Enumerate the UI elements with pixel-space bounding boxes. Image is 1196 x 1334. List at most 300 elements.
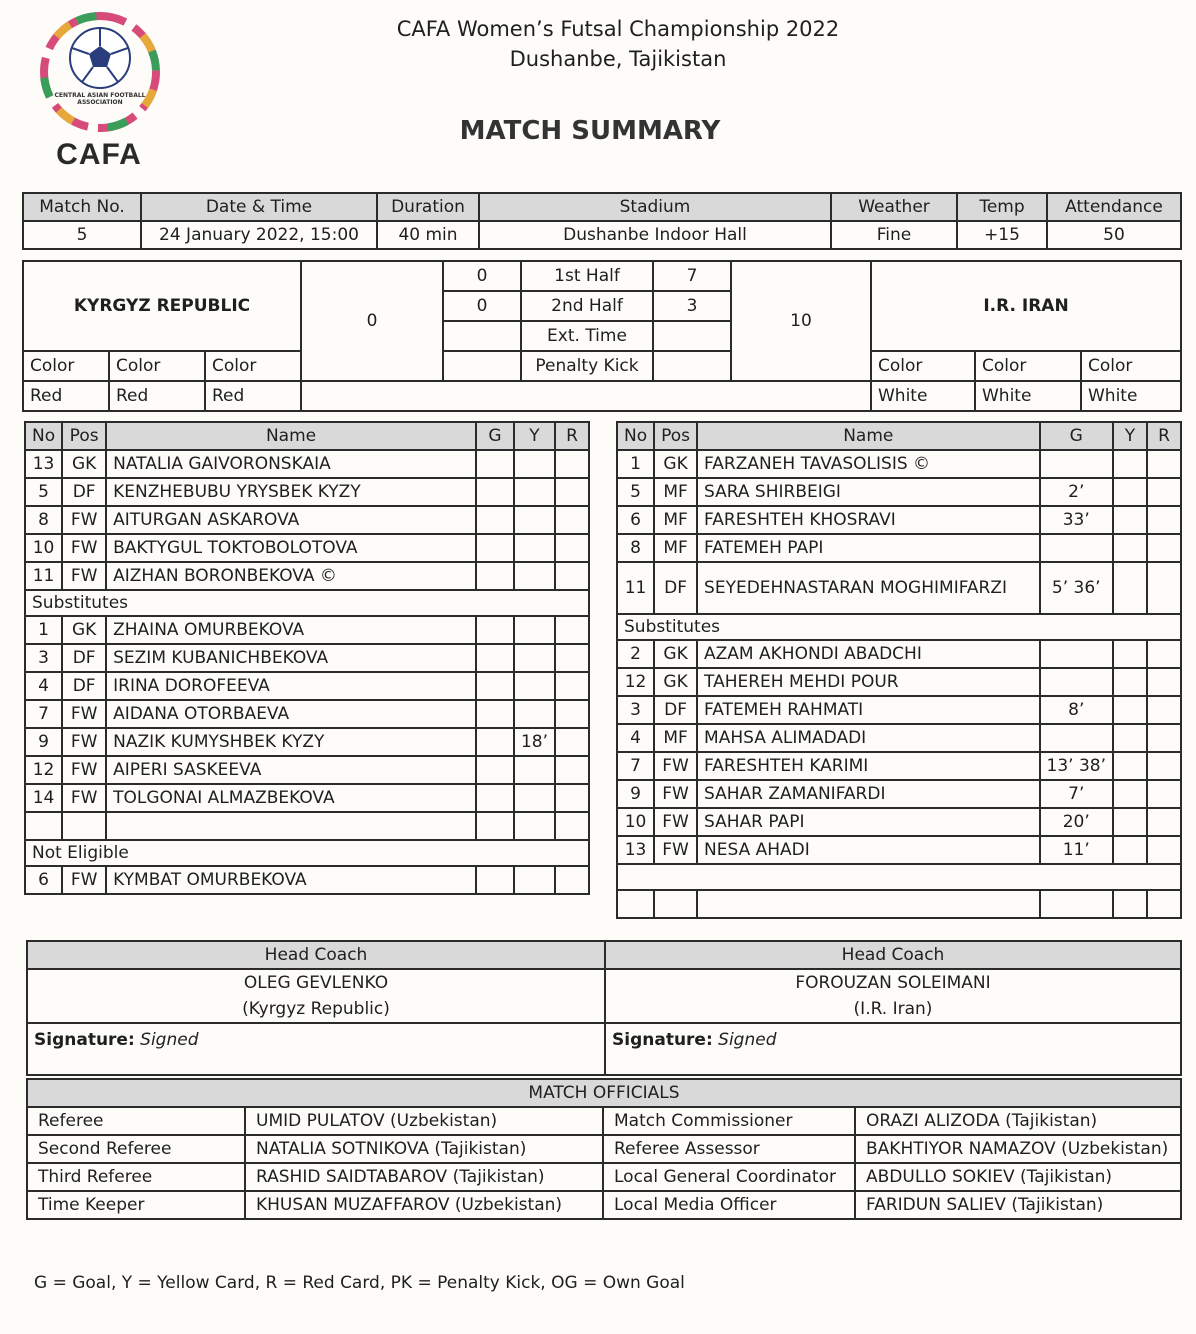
official-role: Referee: [27, 1107, 245, 1135]
official-name: BAKHTIYOR NAMAZOV (Uzbekistan): [855, 1135, 1181, 1163]
player-goals: [476, 756, 514, 784]
player-position: GK: [654, 668, 697, 696]
period-1-away: 7: [653, 261, 731, 291]
player-position: FW: [62, 562, 106, 590]
player-name: AIPERI SASKEEVA: [106, 756, 476, 784]
not-eligible-label-row: [25, 840, 589, 866]
player-row: [25, 728, 589, 756]
player-row: [25, 616, 589, 644]
home-signature-label: Signature:: [34, 1030, 135, 1050]
substitutes-label-row: [25, 590, 589, 616]
player-name: SARA SHIRBEIGI: [697, 478, 1039, 506]
player-number: 7: [617, 752, 654, 780]
player-position: FW: [62, 866, 106, 894]
player-red-card: [555, 812, 589, 840]
player-goals: [1040, 534, 1113, 562]
player-position: MF: [654, 506, 697, 534]
player-red-card: [1147, 780, 1181, 808]
official-name: FARIDUN SALIEV (Tajikistan): [855, 1191, 1181, 1219]
player-number: 11: [25, 562, 62, 590]
official-name: NATALIA SOTNIKOVA (Tajikistan): [245, 1135, 603, 1163]
score-row-4: [23, 351, 1181, 381]
date-time-value: 24 January 2022, 15:00: [141, 221, 377, 249]
score-row-5: [23, 381, 1181, 411]
player-red-card: [555, 866, 589, 894]
away-coach-cell: [605, 969, 1181, 1023]
player-goals: [476, 784, 514, 812]
player-yellow-card: [1113, 780, 1147, 808]
home-coach-country: (Kyrgyz Republic): [242, 999, 390, 1019]
player-position: MF: [654, 534, 697, 562]
away-color-1: White: [871, 381, 975, 411]
player-goals: 33’: [1040, 506, 1113, 534]
away-signature-label: Signature:: [612, 1030, 713, 1050]
player-position: FW: [62, 534, 106, 562]
player-name: FARESHTEH KARIMI: [697, 752, 1039, 780]
player-red-card: [555, 534, 589, 562]
period-1-home: 0: [443, 261, 521, 291]
player-position: MF: [654, 478, 697, 506]
player-goals: [476, 450, 514, 478]
player-yellow-card: [514, 562, 555, 590]
player-goals: [1040, 668, 1113, 696]
player-position: DF: [654, 562, 697, 614]
player-yellow-card: [514, 478, 555, 506]
away-total-score: 10: [731, 261, 871, 381]
header-match-no: Match No.: [23, 193, 141, 221]
player-red-card: [1147, 724, 1181, 752]
official-role: Third Referee: [27, 1163, 245, 1191]
attendance-value: 50: [1047, 221, 1181, 249]
header-red: R: [555, 422, 589, 450]
score-blank-cell: [301, 381, 871, 411]
player-name: SEYEDEHNASTARAN MOGHIMIFARZI: [697, 562, 1039, 614]
player-red-card: [1147, 506, 1181, 534]
player-row: [617, 668, 1181, 696]
player-goals: 5’ 36’: [1040, 562, 1113, 614]
player-name: AIDANA OTORBAEVA: [106, 700, 476, 728]
player-goals: [476, 534, 514, 562]
header-red: R: [1147, 422, 1181, 450]
player-position: FW: [62, 700, 106, 728]
player-name: NAZIK KUMYSHBEK KYZY: [106, 728, 476, 756]
home-color-label-3: Color: [205, 351, 301, 381]
player-yellow-card: [1113, 450, 1147, 478]
away-coach-header: Head Coach: [605, 941, 1181, 969]
player-row: [617, 562, 1181, 614]
blank-row: [617, 864, 1181, 890]
player-row: [25, 644, 589, 672]
player-name: KENZHEBUBU YRYSBEK KYZY: [106, 478, 476, 506]
player-name: SAHAR PAPI: [697, 808, 1039, 836]
header-name: Name: [106, 422, 476, 450]
match-no-value: 5: [23, 221, 141, 249]
player-goals: [476, 506, 514, 534]
player-number: 14: [25, 784, 62, 812]
away-signature-value: Signed: [718, 1030, 777, 1050]
player-number: 3: [617, 696, 654, 724]
official-row: [27, 1163, 1181, 1191]
player-number: 12: [25, 756, 62, 784]
player-yellow-card: [1113, 808, 1147, 836]
player-position: FW: [62, 506, 106, 534]
official-row: [27, 1107, 1181, 1135]
official-name: ABDULLO SOKIEV (Tajikistan): [855, 1163, 1181, 1191]
official-role: Match Commissioner: [603, 1107, 855, 1135]
period-3-home: [443, 321, 521, 351]
header-no: No: [617, 422, 654, 450]
player-position: GK: [62, 450, 106, 478]
header-yellow: Y: [514, 422, 555, 450]
player-position: FW: [62, 756, 106, 784]
official-role: Referee Assessor: [603, 1135, 855, 1163]
player-name: KYMBAT OMURBEKOVA: [106, 866, 476, 894]
officials-title: MATCH OFFICIALS: [27, 1079, 1181, 1107]
player-goals: 8’: [1040, 696, 1113, 724]
player-yellow-card: [1113, 668, 1147, 696]
signature-row: [27, 1023, 1181, 1075]
player-name: ZHAINA OMURBEKOVA: [106, 616, 476, 644]
player-number: 1: [617, 450, 654, 478]
player-row: [617, 506, 1181, 534]
player-row: [25, 672, 589, 700]
player-number: 3: [25, 644, 62, 672]
away-roster-table: [616, 421, 1182, 919]
player-position: DF: [62, 478, 106, 506]
player-yellow-card: [1113, 890, 1147, 918]
player-red-card: [1147, 808, 1181, 836]
player-name: [106, 812, 476, 840]
player-yellow-card: [1113, 724, 1147, 752]
player-row: [617, 780, 1181, 808]
official-row: [27, 1135, 1181, 1163]
player-goals: [1040, 640, 1113, 668]
player-red-card: [1147, 836, 1181, 864]
header-goals: G: [476, 422, 514, 450]
player-yellow-card: [1113, 478, 1147, 506]
player-goals: [1040, 890, 1113, 918]
official-name: UMID PULATOV (Uzbekistan): [245, 1107, 603, 1135]
player-name: FATEMEH RAHMATI: [697, 696, 1039, 724]
player-row: [617, 640, 1181, 668]
player-yellow-card: [514, 700, 555, 728]
player-goals: [1040, 724, 1113, 752]
player-red-card: [555, 562, 589, 590]
player-name: AZAM AKHONDI ABADCHI: [697, 640, 1039, 668]
player-number: 5: [25, 478, 62, 506]
player-row: [25, 478, 589, 506]
logo-wordmark: CAFA: [56, 138, 142, 171]
away-color-label-3: Color: [1081, 351, 1181, 381]
player-row: [617, 478, 1181, 506]
player-row: [617, 836, 1181, 864]
player-number: 9: [25, 728, 62, 756]
home-color-label-1: Color: [23, 351, 109, 381]
player-number: 7: [25, 700, 62, 728]
player-number: 6: [617, 506, 654, 534]
official-row: [27, 1191, 1181, 1219]
player-row: [617, 890, 1181, 918]
page-title: MATCH SUMMARY: [459, 116, 721, 146]
player-goals: [476, 478, 514, 506]
header-pos: Pos: [654, 422, 697, 450]
player-goals: [476, 562, 514, 590]
player-row: [25, 562, 589, 590]
player-number: 8: [25, 506, 62, 534]
football-icon: [36, 10, 166, 140]
player-number: 5: [617, 478, 654, 506]
player-position: DF: [62, 644, 106, 672]
period-2-away: 3: [653, 291, 731, 321]
player-number: 10: [25, 534, 62, 562]
official-name: KHUSAN MUZAFFAROV (Uzbekistan): [245, 1191, 603, 1219]
home-color-2: Red: [109, 381, 205, 411]
score-row-1: [23, 261, 1181, 291]
head-coach-table: [26, 940, 1182, 1076]
player-name: AIZHAN BORONBEKOVA ©: [106, 562, 476, 590]
player-number: 1: [25, 616, 62, 644]
home-color-1: Red: [23, 381, 109, 411]
home-signature: [27, 1023, 605, 1075]
player-row: [25, 756, 589, 784]
player-number: 13: [617, 836, 654, 864]
player-row: [25, 784, 589, 812]
player-name: FARESHTEH KHOSRAVI: [697, 506, 1039, 534]
header-goals: G: [1040, 422, 1113, 450]
player-position: DF: [62, 672, 106, 700]
home-roster-table: [24, 421, 590, 895]
player-position: FW: [654, 780, 697, 808]
player-red-card: [555, 756, 589, 784]
player-position: FW: [654, 836, 697, 864]
coach-name-row: [27, 969, 1181, 1023]
player-position: FW: [654, 752, 697, 780]
official-role: Local General Coordinator: [603, 1163, 855, 1191]
player-yellow-card: [514, 506, 555, 534]
player-yellow-card: [1113, 752, 1147, 780]
official-name: RASHID SAIDTABAROV (Tajikistan): [245, 1163, 603, 1191]
substitutes-label: Substitutes: [617, 614, 1181, 640]
match-info-header-row: [23, 193, 1181, 221]
stadium-value: Dushanbe Indoor Hall: [479, 221, 831, 249]
home-color-3: Red: [205, 381, 301, 411]
player-yellow-card: [514, 644, 555, 672]
title-line-2: Dushanbe, Tajikistan: [509, 47, 727, 71]
player-name: TOLGONAI ALMAZBEKOVA: [106, 784, 476, 812]
header-attendance: Attendance: [1047, 193, 1181, 221]
player-row: [617, 450, 1181, 478]
player-yellow-card: [1113, 696, 1147, 724]
player-red-card: [555, 728, 589, 756]
score-table: [22, 260, 1182, 412]
player-name: IRINA DOROFEEVA: [106, 672, 476, 700]
period-3-label: Ext. Time: [521, 321, 653, 351]
player-goals: [476, 616, 514, 644]
player-row: [25, 866, 589, 894]
period-2-label: 2nd Half: [521, 291, 653, 321]
home-coach-cell: [27, 969, 605, 1023]
header-no: No: [25, 422, 62, 450]
player-row: [25, 700, 589, 728]
header-duration: Duration: [377, 193, 479, 221]
not-eligible-label: Not Eligible: [25, 840, 589, 866]
header-stadium: Stadium: [479, 193, 831, 221]
player-red-card: [555, 672, 589, 700]
player-number: [617, 890, 654, 918]
player-goals: [1040, 450, 1113, 478]
temp-value: +15: [957, 221, 1047, 249]
duration-value: 40 min: [377, 221, 479, 249]
championship-title: [300, 14, 936, 74]
player-goals: [476, 644, 514, 672]
player-goals: 11’: [1040, 836, 1113, 864]
player-name: NATALIA GAIVORONSKAIA: [106, 450, 476, 478]
home-team-name: KYRGYZ REPUBLIC: [23, 261, 301, 351]
player-number: 12: [617, 668, 654, 696]
player-red-card: [1147, 640, 1181, 668]
player-number: 4: [25, 672, 62, 700]
player-name: NESA AHADI: [697, 836, 1039, 864]
player-row: [25, 506, 589, 534]
match-info-value-row: [23, 221, 1181, 249]
header-pos: Pos: [62, 422, 106, 450]
player-yellow-card: [1113, 506, 1147, 534]
logo-small-text: CENTRAL ASIAN FOOTBALL ASSOCIATION: [54, 92, 146, 106]
player-yellow-card: [514, 866, 555, 894]
player-red-card: [555, 700, 589, 728]
player-position: MF: [654, 724, 697, 752]
period-4-label: Penalty Kick: [521, 351, 653, 381]
player-row: [617, 808, 1181, 836]
header-name: Name: [697, 422, 1039, 450]
player-number: 9: [617, 780, 654, 808]
away-coach-name: FOROUZAN SOLEIMANI: [795, 973, 991, 993]
player-position: DF: [654, 696, 697, 724]
player-red-card: [1147, 450, 1181, 478]
away-coach-country: (I.R. Iran): [853, 999, 933, 1019]
title-line-1: CAFA Women’s Futsal Championship 2022: [396, 17, 840, 41]
away-color-3: White: [1081, 381, 1181, 411]
player-position: FW: [62, 784, 106, 812]
player-position: GK: [62, 616, 106, 644]
player-yellow-card: [514, 812, 555, 840]
player-number: 4: [617, 724, 654, 752]
player-red-card: [1147, 890, 1181, 918]
player-goals: [476, 812, 514, 840]
player-yellow-card: [514, 672, 555, 700]
player-number: 10: [617, 808, 654, 836]
player-name: FARZANEH TAVASOLISIS ©: [697, 450, 1039, 478]
blank-cell: [617, 864, 1181, 890]
home-signature-value: Signed: [140, 1030, 199, 1050]
home-total-score: 0: [301, 261, 443, 381]
player-row: [617, 696, 1181, 724]
home-coach-header: Head Coach: [27, 941, 605, 969]
player-yellow-card: [1113, 836, 1147, 864]
official-role: Local Media Officer: [603, 1191, 855, 1219]
away-color-2: White: [975, 381, 1081, 411]
player-red-card: [1147, 668, 1181, 696]
player-yellow-card: [1113, 562, 1147, 614]
player-red-card: [555, 644, 589, 672]
player-red-card: [1147, 562, 1181, 614]
roster-header-row: [25, 422, 589, 450]
roster-header-row: [617, 422, 1181, 450]
player-yellow-card: [514, 616, 555, 644]
player-red-card: [1147, 534, 1181, 562]
weather-value: Fine: [831, 221, 957, 249]
player-number: 11: [617, 562, 654, 614]
away-signature: [605, 1023, 1181, 1075]
player-position: [654, 890, 697, 918]
player-goals: 13’ 38’: [1040, 752, 1113, 780]
away-color-label-1: Color: [871, 351, 975, 381]
player-number: 6: [25, 866, 62, 894]
official-role: Second Referee: [27, 1135, 245, 1163]
player-row: [617, 752, 1181, 780]
home-color-label-2: Color: [109, 351, 205, 381]
match-officials-table: [26, 1078, 1182, 1220]
player-name: BAKTYGUL TOKTOBOLOTOVA: [106, 534, 476, 562]
player-position: FW: [62, 728, 106, 756]
player-goals: 7’: [1040, 780, 1113, 808]
player-yellow-card: [514, 450, 555, 478]
player-position: GK: [654, 450, 697, 478]
player-name: FATEMEH PAPI: [697, 534, 1039, 562]
player-yellow-card: [514, 784, 555, 812]
player-row: [617, 724, 1181, 752]
substitutes-label-row: [617, 614, 1181, 640]
period-2-home: 0: [443, 291, 521, 321]
player-name: TAHEREH MEHDI POUR: [697, 668, 1039, 696]
header-temp: Temp: [957, 193, 1047, 221]
header-yellow: Y: [1113, 422, 1147, 450]
player-name: SAHAR ZAMANIFARDI: [697, 780, 1039, 808]
player-red-card: [1147, 696, 1181, 724]
player-number: 13: [25, 450, 62, 478]
player-red-card: [555, 506, 589, 534]
player-row: [25, 812, 589, 840]
player-yellow-card: [514, 534, 555, 562]
player-red-card: [1147, 478, 1181, 506]
coach-header-row: [27, 941, 1181, 969]
period-1-label: 1st Half: [521, 261, 653, 291]
officials-header-row: [27, 1079, 1181, 1107]
official-role: Time Keeper: [27, 1191, 245, 1219]
player-row: [617, 534, 1181, 562]
player-row: [25, 450, 589, 478]
player-name: [697, 890, 1039, 918]
home-coach-name: OLEG GEVLENKO: [243, 973, 389, 993]
player-position: FW: [654, 808, 697, 836]
away-team-name: I.R. IRAN: [871, 261, 1181, 351]
player-goals: [476, 700, 514, 728]
player-red-card: [1147, 752, 1181, 780]
player-yellow-card: [1113, 534, 1147, 562]
header-date-time: Date & Time: [141, 193, 377, 221]
period-4-home: [443, 351, 521, 381]
player-name: AITURGAN ASKAROVA: [106, 506, 476, 534]
period-4-away: [653, 351, 731, 381]
period-3-away: [653, 321, 731, 351]
player-yellow-card: 18’: [514, 728, 555, 756]
substitutes-label: Substitutes: [25, 590, 589, 616]
player-yellow-card: [514, 756, 555, 784]
player-row: [25, 534, 589, 562]
legend-note: G = Goal, Y = Yellow Card, R = Red Card, PK = Penalty Kick, OG = Own Goal: [34, 1273, 685, 1293]
player-position: GK: [654, 640, 697, 668]
player-number: 2: [617, 640, 654, 668]
